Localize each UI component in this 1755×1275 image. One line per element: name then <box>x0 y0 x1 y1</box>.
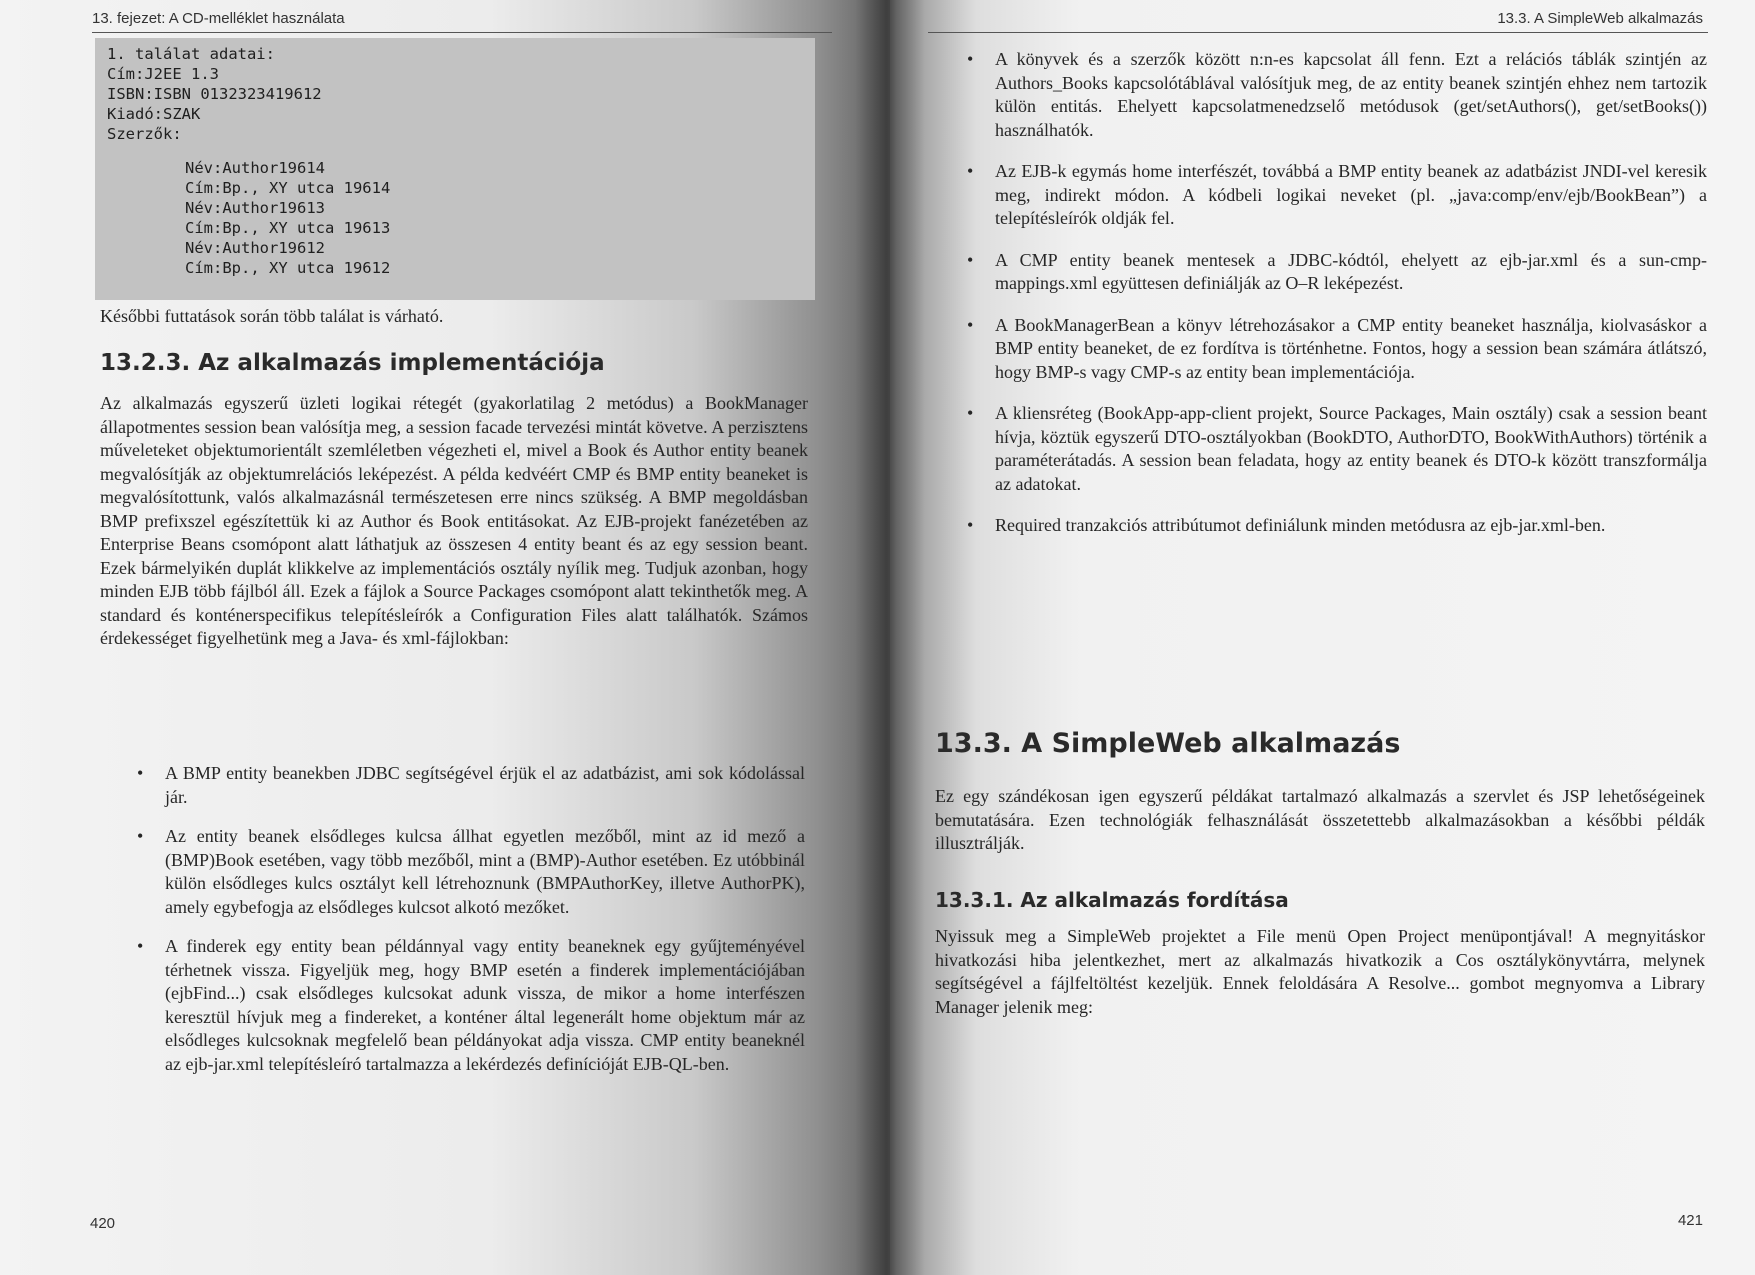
right-page <box>890 0 1755 1275</box>
bullet-icon: • <box>967 314 974 335</box>
list-item-text: A CMP entity beanek mentesek a JDBC-kódtól, ehelyett az ejb-jar.xml és a sun-cmp-mappings.xml együttesen definiálják az O–R leképezést. <box>995 249 1707 293</box>
list-item-text: Az EJB-k egymás home interfészét, továbbá a BMP entity beanek az adatbázist JNDI-vel keresik meg, indirekt módon. A kódbeli logikai neveket (pl. „java:comp/env/ejb/BookBean”) a telepítésleírók oldják fel. <box>995 161 1707 228</box>
bullet-icon: • <box>137 826 144 846</box>
book-gutter <box>855 0 925 1275</box>
subsection-paragraph: Nyissuk meg a SimpleWeb projektet a File menü Open Project menüpontjával! A megnyitáskor hivatkozási hiba jelentkezhet, mert az alkalmazás hivatkozik a Cos osztálykönyvtárra, melynek segítségével a fájlfeltöltést kezeljük. Ennek feloldására A Resolve... gombot megnyomva a Library Manager jelenik meg: <box>935 926 1705 1017</box>
code-line: 1. találat adatai: <box>107 45 275 63</box>
code-line: Név:Author19612 <box>185 239 325 257</box>
list-item-text: A BMP entity beanekben JDBC segítségével érjük el az adatbázist, ami sok kódolással jár. <box>165 763 805 807</box>
list-item <box>137 825 805 919</box>
section-paragraph: Ez egy szándékosan igen egyszerű példákat tartalmazó alkalmazás a szervlet és JSP lehetőségeinek bemutatására. Ezen technológiák felhasználását összetettebb alkalmazásokban a későbbi példák illusztrálják. <box>935 786 1705 853</box>
list-item <box>967 402 1707 496</box>
left-bullet-list <box>137 762 805 1092</box>
section-heading: 13.2.3. Az alkalmazás implementációja <box>100 350 605 376</box>
right-running-head: 13.3. A SimpleWeb alkalmazás <box>1497 10 1703 27</box>
section-heading: 13.3. A SimpleWeb alkalmazás <box>935 728 1401 759</box>
list-item <box>967 249 1707 296</box>
left-head-rule <box>92 32 832 33</box>
code-line: Kiadó:SZAK <box>107 105 201 123</box>
page-number-left: 420 <box>90 1215 116 1232</box>
list-item <box>137 762 805 809</box>
bullet-icon: • <box>967 249 974 270</box>
code-line: Cím:Bp., XY utca 19614 <box>185 179 391 197</box>
list-item-text: A finderek egy entity bean példánnyal vagy entity beaneknek egy gyűjteményével térhetnek vissza. Figyeljük meg, hogy BMP esetén a finderek implementációjában (ejbFind...) csak elsődleges kulcsokat adunk vissza, de mikor a home interfészen keresztül hívjuk meg a findereket, a konténer által legenerált home objektum már az elsődleges kulcsoknak megfelelő bean példányokat adja vissza. CMP entity beaneknél az ejb-jar.xml telepítésleíró tartalmazza a lekérdezés definícióját EJB-QL-ben. <box>165 936 805 1074</box>
bullet-icon: • <box>967 161 974 181</box>
list-item <box>967 48 1707 142</box>
list-item <box>137 935 805 1076</box>
left-running-head: 13. fejezet: A CD-melléklet használata <box>92 10 345 27</box>
note-text: Későbbi futtatások során több találat is várható. <box>100 306 444 326</box>
code-block <box>95 38 815 300</box>
code-line: Cím:Bp., XY utca 19612 <box>185 259 391 277</box>
list-item-text: A kliensréteg (BookApp-app-client projekt, Source Packages, Main osztály) csak a session beant hívja, köztük egyszerű DTO-osztályokban (BookDTO, AuthorDTO, BookWithAuthors) történik a paraméterátadás. A session bean feladata, hogy az entity beanek és DTO-k között transzformálja az adatokat. <box>995 403 1707 494</box>
list-item-text: Az entity beanek elsődleges kulcsa állhat egyetlen mezőből, mint az id mező a (BMP)Book esetében, vagy több mezőből, mint a (BMP)-Author esetében. Ez utóbbinál külön elsődleges kulcs osztályt kell létrehoznunk (BMPAuthorKey, illetve AuthorPK), amely egybefogja az elsődleges kulcsot alkotó mezőket. <box>165 826 805 917</box>
bullet-icon: • <box>967 403 974 423</box>
code-line: Cím:J2EE 1.3 <box>107 65 219 83</box>
bullet-icon: • <box>137 763 144 783</box>
main-paragraph: Az alkalmazás egyszerű üzleti logikai rétegét (gyakorlatilag 2 metódus) a BookManager állapotmentes session bean valósítja meg, a session facade tervezési mintát követve. A perzisztens műveleteket objektumorientált szemléletben végezheti el, mivel a Book és Author entity beanek megvalósítják az objektumrelációs leképezést. A példa kedvéért CMP és BMP entity beaneket is megvalósítottunk, valós alkalmazásnál természetesen erre nincs szükség. A BMP megoldásban BMP prefixszel egészítettük ki az Author és Book entitásokat. Az EJB-projekt fanézetében az Enterprise Beans csomópont alatt láthatjuk az összesen 4 entity beant és az egy session beant. Ezek bármelyikén duplát klikkelve az implementációs osztály nyílik meg. Tudjuk azonban, hogy minden EJB több fájlból áll. Ezek a fájlok a Source Packages csomópont alatt tekinthetők meg. A standard és konténerspecifikus telepítésleírók a Configuration Files alatt találhatók. Számos érdekességet figyelhetünk meg a Java- és xml-fájlokban: <box>100 393 808 648</box>
code-line: Név:Author19613 <box>185 199 325 217</box>
bullet-icon: • <box>967 49 974 69</box>
right-bullet-list <box>967 48 1707 556</box>
code-line: Szerzők: <box>107 125 182 143</box>
code-line: Cím:Bp., XY utca 19613 <box>185 219 391 237</box>
list-item <box>967 514 1707 538</box>
code-line: Név:Author19614 <box>185 159 325 177</box>
list-item <box>967 160 1707 231</box>
subsection-heading: 13.3.1. Az alkalmazás fordítása <box>935 888 1289 912</box>
list-item-text: A könyvek és a szerzők között n:n-es kapcsolat áll fenn. Ezt a relációs táblák szintjén az Authors_Books kapcsolótáblával valósítjuk meg, de az entity beanek szintjén ehhez nem tartozik külön entitás. Ehelyett kapcsolatmenedzselő metódusok (get/setAuthors(), get/setBooks()) használhatók. <box>995 49 1707 140</box>
list-item-text: Required tranzakciós attribútumot definiálunk minden metódusra az ejb-jar.xml-ben. <box>995 515 1606 535</box>
list-item-text: A BookManagerBean a könyv létrehozásakor a CMP entity beaneket használja, kiolvasáskor a BMP entity beaneket, de ez fordítva is történhetne. Fontos, hogy a session bean számára átlátszó, hogy BMP-s vagy CMP-s az entity bean implementációja. <box>995 314 1707 382</box>
bullet-icon: • <box>137 936 144 956</box>
list-item <box>967 314 1707 385</box>
bullet-icon: • <box>967 515 974 535</box>
code-line: ISBN:ISBN 0132323419612 <box>107 85 322 103</box>
page-number-right: 421 <box>1677 1212 1703 1229</box>
right-head-rule <box>928 32 1708 33</box>
